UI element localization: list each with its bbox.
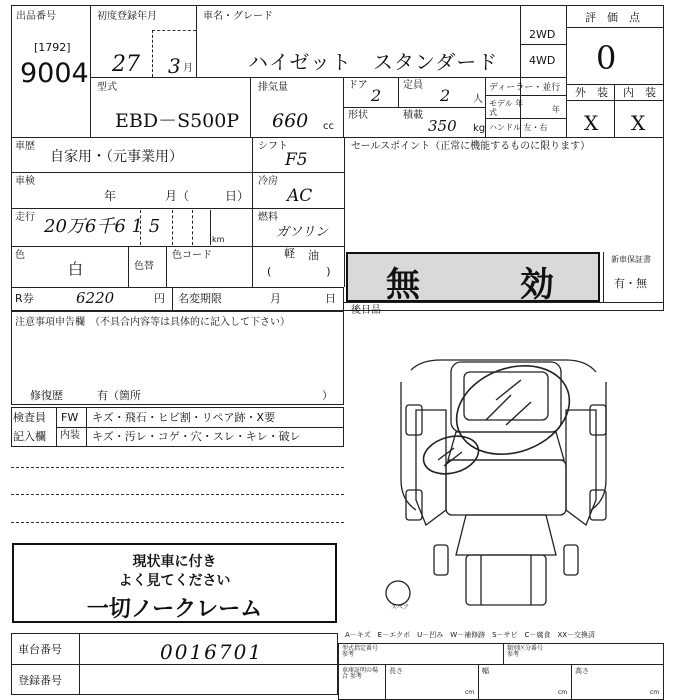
repair-value: 有（箇所 — [97, 389, 141, 402]
divider — [485, 77, 486, 137]
history-label: 車歴 — [15, 141, 35, 152]
lot-label: 出品番号 — [16, 11, 56, 22]
dashed-box — [152, 30, 196, 31]
drive-4wd: 4WD — [529, 54, 556, 67]
divider — [252, 137, 253, 287]
displacement-label: 排気量 — [258, 82, 288, 93]
color-code-label: 色コード — [172, 250, 212, 261]
divider — [398, 77, 399, 107]
divider — [11, 664, 338, 665]
name-change-month: 月 — [270, 292, 281, 305]
divider — [11, 172, 344, 173]
recycle-value: 6220 — [76, 289, 115, 307]
recycle-unit: 円 — [154, 292, 165, 305]
first-registration-month: 3 — [168, 54, 181, 78]
divider — [11, 137, 664, 138]
car-name-label: 車名・グレード — [203, 11, 273, 22]
dashed-line — [11, 494, 344, 495]
recycle-label: R券 — [15, 292, 34, 305]
fuel-light: 軽 — [284, 247, 295, 260]
inspection-day: 日） — [225, 189, 250, 203]
displacement-value: 660 — [272, 110, 309, 132]
lot-number: 9004 — [20, 58, 89, 89]
registration-label: 登録番号 — [18, 674, 62, 687]
model-ref-label: 型式指定番号 参考 — [342, 645, 379, 658]
model-label: 型式 — [97, 82, 117, 93]
dashed-divider — [192, 210, 193, 245]
model-year-label: モデル 年式 — [489, 99, 524, 117]
rear-item-label: 後日品 — [351, 305, 381, 316]
interior-value: X — [631, 111, 646, 135]
lot-small-number: [1792] — [34, 41, 71, 54]
width-label: 幅 — [482, 667, 489, 675]
inspector-interior-text: キズ・汚レ・コゲ・穴・スレ・キレ・破レ — [92, 430, 301, 443]
spare-label: スペア — [391, 604, 410, 611]
inspector-label-1: 検査員 — [13, 411, 46, 424]
divider — [571, 664, 572, 700]
history-value: 自家用・（元事業用） — [50, 149, 183, 165]
fuel-oil: 油 — [308, 249, 319, 262]
doors-value: 2 — [371, 86, 382, 105]
drive-2wd: 2WD — [529, 28, 556, 41]
inspector-label-2: 記入欄 — [13, 430, 46, 443]
handle-label: ハンドル 左・右 — [489, 123, 548, 132]
notice-line-2: よく見てください — [118, 573, 231, 589]
first-registration-month-unit: 月 — [183, 63, 193, 74]
notice-line-3: 一切ノークレーム — [86, 597, 263, 622]
height-unit: cm — [650, 689, 660, 696]
load-unit: kg — [473, 123, 486, 134]
repair-label: 修復歴 — [30, 389, 63, 402]
inspection-label: 車検 — [15, 176, 35, 187]
first-registration-label: 初度登録年月 — [97, 11, 157, 22]
dashed-divider — [152, 30, 153, 77]
void-stamp-char-1: 無 — [386, 265, 420, 305]
color-change-label: 色替 — [134, 261, 154, 272]
exterior-value: X — [584, 111, 599, 135]
dashed-line — [11, 522, 344, 523]
divider — [338, 664, 664, 665]
divider — [250, 77, 251, 137]
mileage-label: 走行 — [15, 212, 35, 223]
inspection-year: 年 — [104, 189, 117, 203]
repair-close: ） — [322, 389, 333, 402]
divider — [90, 77, 566, 78]
dashed-line — [11, 467, 344, 468]
car-name-value: ハイゼット スタンダード — [248, 50, 499, 74]
void-stamp-char-2: 効 — [520, 265, 554, 305]
color-value: 白 — [68, 260, 84, 278]
name-change-label: 名変期限 — [178, 292, 222, 305]
damage-legend: A－キズ E－エクボ U－凹み W－補修跡 S－サビ C－腐食 XX－交換済 — [345, 631, 596, 639]
inspector-interior-label: 内装 — [60, 430, 80, 441]
divider — [485, 95, 566, 96]
model-year-unit: 年 — [552, 105, 560, 114]
doors-label: ドア — [348, 80, 368, 91]
warranty-label: 新車保証書 — [611, 255, 651, 264]
notice-line-1: 現状車に付き — [132, 554, 217, 570]
dealer-label: ディーラー・並行 — [489, 83, 561, 93]
score-value: 0 — [596, 39, 617, 77]
capacity-value: 2 — [440, 86, 451, 105]
divider — [385, 664, 386, 700]
dashed-divider — [172, 210, 173, 245]
divider — [79, 633, 80, 695]
dashed-divider — [140, 210, 141, 245]
divider — [485, 118, 566, 119]
height-label: 高さ — [575, 667, 589, 675]
divider — [56, 427, 344, 428]
divider — [90, 5, 91, 137]
length-label: 長さ — [389, 667, 403, 675]
divider — [566, 5, 567, 137]
warranty-value: 有・無 — [614, 277, 647, 290]
fuel-label: 燃料 — [258, 212, 278, 223]
divider — [343, 107, 485, 108]
mileage-value: 20万6千6 1 5 — [44, 216, 161, 237]
displacement-unit: cc — [323, 121, 334, 132]
model-value: EBD－S500P — [115, 110, 240, 132]
divider — [566, 27, 664, 28]
divider — [344, 302, 664, 303]
class-ref-label: 類別区分番号 参考 — [507, 645, 544, 658]
exterior-label: 外 装 — [575, 86, 608, 99]
score-label: 評 価 点 — [585, 11, 640, 24]
divider — [566, 100, 664, 101]
chassis-label: 車台番号 — [18, 643, 62, 656]
body-type-label: 形状 — [348, 110, 368, 121]
inspector-fw-label: FW — [61, 411, 79, 424]
fuel-paren: ( ) — [267, 265, 331, 278]
divider — [614, 84, 615, 137]
capacity-unit: 人 — [473, 94, 483, 105]
shift-label: シフト — [258, 141, 288, 152]
mileage-unit: km — [212, 235, 225, 244]
divider — [166, 246, 167, 287]
divider — [210, 210, 211, 245]
divider — [603, 252, 604, 302]
ac-label: 冷房 — [258, 176, 278, 187]
divider — [172, 287, 173, 311]
length-unit: cm — [465, 689, 475, 696]
inspector-fw-text: キズ・飛石・ヒビ割・リペア跡・X要 — [92, 411, 276, 424]
divider — [11, 208, 344, 209]
divider — [520, 44, 566, 45]
color-label: 色 — [15, 250, 25, 261]
name-change-day: 日 — [325, 292, 336, 305]
divider — [128, 246, 129, 287]
shift-value: F5 — [285, 150, 308, 170]
load-value: 350 — [428, 117, 457, 135]
width-unit: cm — [558, 689, 568, 696]
vehicle-damage-diagram — [346, 310, 664, 630]
divider — [566, 84, 664, 85]
divider — [503, 643, 504, 664]
inspection-month: 月（ — [165, 189, 190, 203]
model-ref-box — [338, 643, 664, 700]
fuel-value: ガソリン — [276, 225, 329, 240]
load-label: 積載 — [403, 110, 423, 121]
divider — [478, 664, 479, 700]
void-stamp — [346, 252, 600, 302]
divider — [344, 137, 345, 287]
ac-value: AC — [287, 186, 313, 206]
chassis-value: 0016701 — [160, 640, 264, 664]
notes-label: 注意事項申告欄 （不具合内容等は具体的に記入して下さい） — [15, 317, 290, 328]
capacity-label: 定員 — [403, 80, 423, 91]
sales-point-label: セールスポイント（正常に機能するものに限ります） — [351, 141, 591, 152]
first-registration-year: 27 — [112, 52, 140, 77]
garage-ref-label: 車庫証明の場合 参考 — [342, 667, 379, 680]
divider — [196, 5, 197, 77]
interior-label: 内 装 — [623, 86, 656, 99]
